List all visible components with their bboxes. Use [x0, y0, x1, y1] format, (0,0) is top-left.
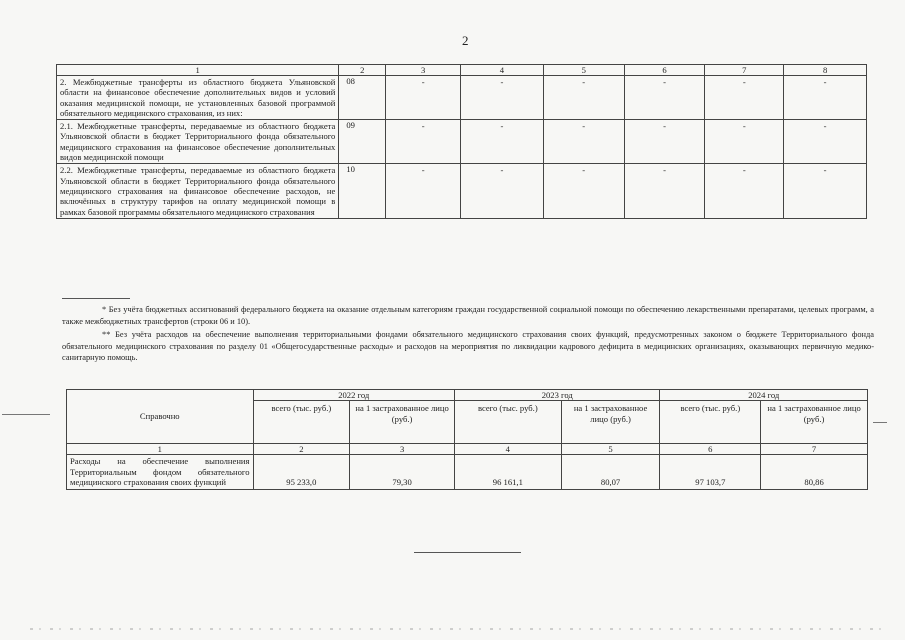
row-value: - [784, 164, 867, 218]
upper-header-cell: 7 [705, 65, 784, 76]
row-value: - [624, 76, 705, 120]
row-value: 80,86 [761, 455, 868, 490]
row-value: - [461, 120, 544, 164]
row-value: - [624, 164, 705, 218]
row-value: - [461, 164, 544, 218]
margin-mark-right [873, 422, 887, 423]
row-value: - [624, 120, 705, 164]
column-number: 3 [350, 444, 455, 455]
margin-mark-left [2, 414, 50, 415]
row-value: - [705, 164, 784, 218]
upper-table [56, 64, 867, 219]
sub-header: всего (тыс. руб.) [455, 401, 562, 444]
row-value: 96 161,1 [455, 455, 562, 490]
reference-table [66, 389, 868, 490]
upper-header-cell: 4 [461, 65, 544, 76]
row-value: - [386, 120, 461, 164]
sub-header: всего (тыс. руб.) [253, 401, 350, 444]
row-value: - [784, 120, 867, 164]
row-value: 79,30 [350, 455, 455, 490]
footnote-1: * Без учёта бюджетных ассигнований федерального бюджета на оказание отдельным категориям граждан государственной социальной помощи по обеспечению лекарственными препаратами, целевых программ, а также межбюджетных трансфертов (строки 06 и 10). [62, 305, 874, 326]
row-description: Расходы на обеспечение выполнения Территориальным фондом обязательного медицинского страхования своих функций [67, 455, 254, 490]
scan-artifact [30, 628, 890, 630]
row-description: 2. Межбюджетные трансферты из областного бюджета Ульяновской области на финансовое обеспечение дополнительных видов и условий оказания медицинской помощи, не установленных базовой программой обязательного медицинского страхования, из них: [57, 76, 339, 120]
row-value: - [386, 164, 461, 218]
table-row [57, 120, 867, 164]
upper-header-cell: 5 [543, 65, 624, 76]
row-value: - [543, 164, 624, 218]
column-number: 6 [660, 444, 761, 455]
column-number-row [67, 444, 868, 455]
table-row [57, 76, 867, 120]
year-header: 2022 год [253, 390, 455, 401]
row-value: - [386, 76, 461, 120]
upper-header-cell: 3 [386, 65, 461, 76]
row-value: - [784, 76, 867, 120]
upper-header-cell: 2 [339, 65, 386, 76]
table-row [67, 455, 868, 490]
year-header: 2024 год [660, 390, 868, 401]
sub-header: на 1 застрахованное лицо (руб.) [350, 401, 455, 444]
page-number: 2 [462, 33, 469, 48]
column-number: 2 [253, 444, 350, 455]
row-code: 10 [339, 164, 386, 218]
end-divider [414, 552, 521, 553]
footnote-2: ** Без учёта расходов на обеспечение выполнения территориальными фондами обязательного медицинского страхования своих функций, предусмотренных законом о бюджете Территориального фонда обязательного медицинского страхования по разделу 01 «Общегосударственные расходы» и расходов на мероприятия по ликвидации кадрового дефицита в медицинских организациях, оказывающих первичную медико-санитарную помощь. [62, 330, 874, 362]
sub-header: на 1 застрахованное лицо (руб.) [561, 401, 660, 444]
column-number: 5 [561, 444, 660, 455]
row-description: 2.1. Межбюджетные трансферты, передаваемые из областного бюджета Ульяновской области в бюджет Территориального фонда обязательного медицинского страхования на финансовое обеспечение дополнительных видов медицинской помощи [57, 120, 339, 164]
year-header: 2023 год [455, 390, 660, 401]
reference-label: Справочно [67, 390, 254, 444]
row-value: 95 233,0 [253, 455, 350, 490]
upper-header-cell: 6 [624, 65, 705, 76]
column-number: 7 [761, 444, 868, 455]
row-code: 09 [339, 120, 386, 164]
row-value: 97 103,7 [660, 455, 761, 490]
upper-header-cell: 1 [57, 65, 339, 76]
row-value: - [461, 76, 544, 120]
column-number: 1 [67, 444, 254, 455]
sub-header: всего (тыс. руб.) [660, 401, 761, 444]
row-value: - [543, 120, 624, 164]
row-value: 80,07 [561, 455, 660, 490]
row-value: - [543, 76, 624, 120]
row-value: - [705, 120, 784, 164]
sub-header: на 1 застрахованное лицо (руб.) [761, 401, 868, 444]
footnote-divider [62, 298, 130, 299]
upper-header-row [57, 65, 867, 76]
year-header-row [67, 390, 868, 401]
row-description: 2.2. Межбюджетные трансферты, передаваемые из областного бюджета Ульяновской области в бюджет Территориального фонда обязательного медицинского страхования на финансовое обеспечение расходов, не включённых в структуру тарифов на оплату медицинской помощи в рамках базовой программы обязательного медицинского страхования [57, 164, 339, 218]
upper-header-cell: 8 [784, 65, 867, 76]
row-value: - [705, 76, 784, 120]
column-number: 4 [455, 444, 562, 455]
table-row [57, 164, 867, 218]
row-code: 08 [339, 76, 386, 120]
